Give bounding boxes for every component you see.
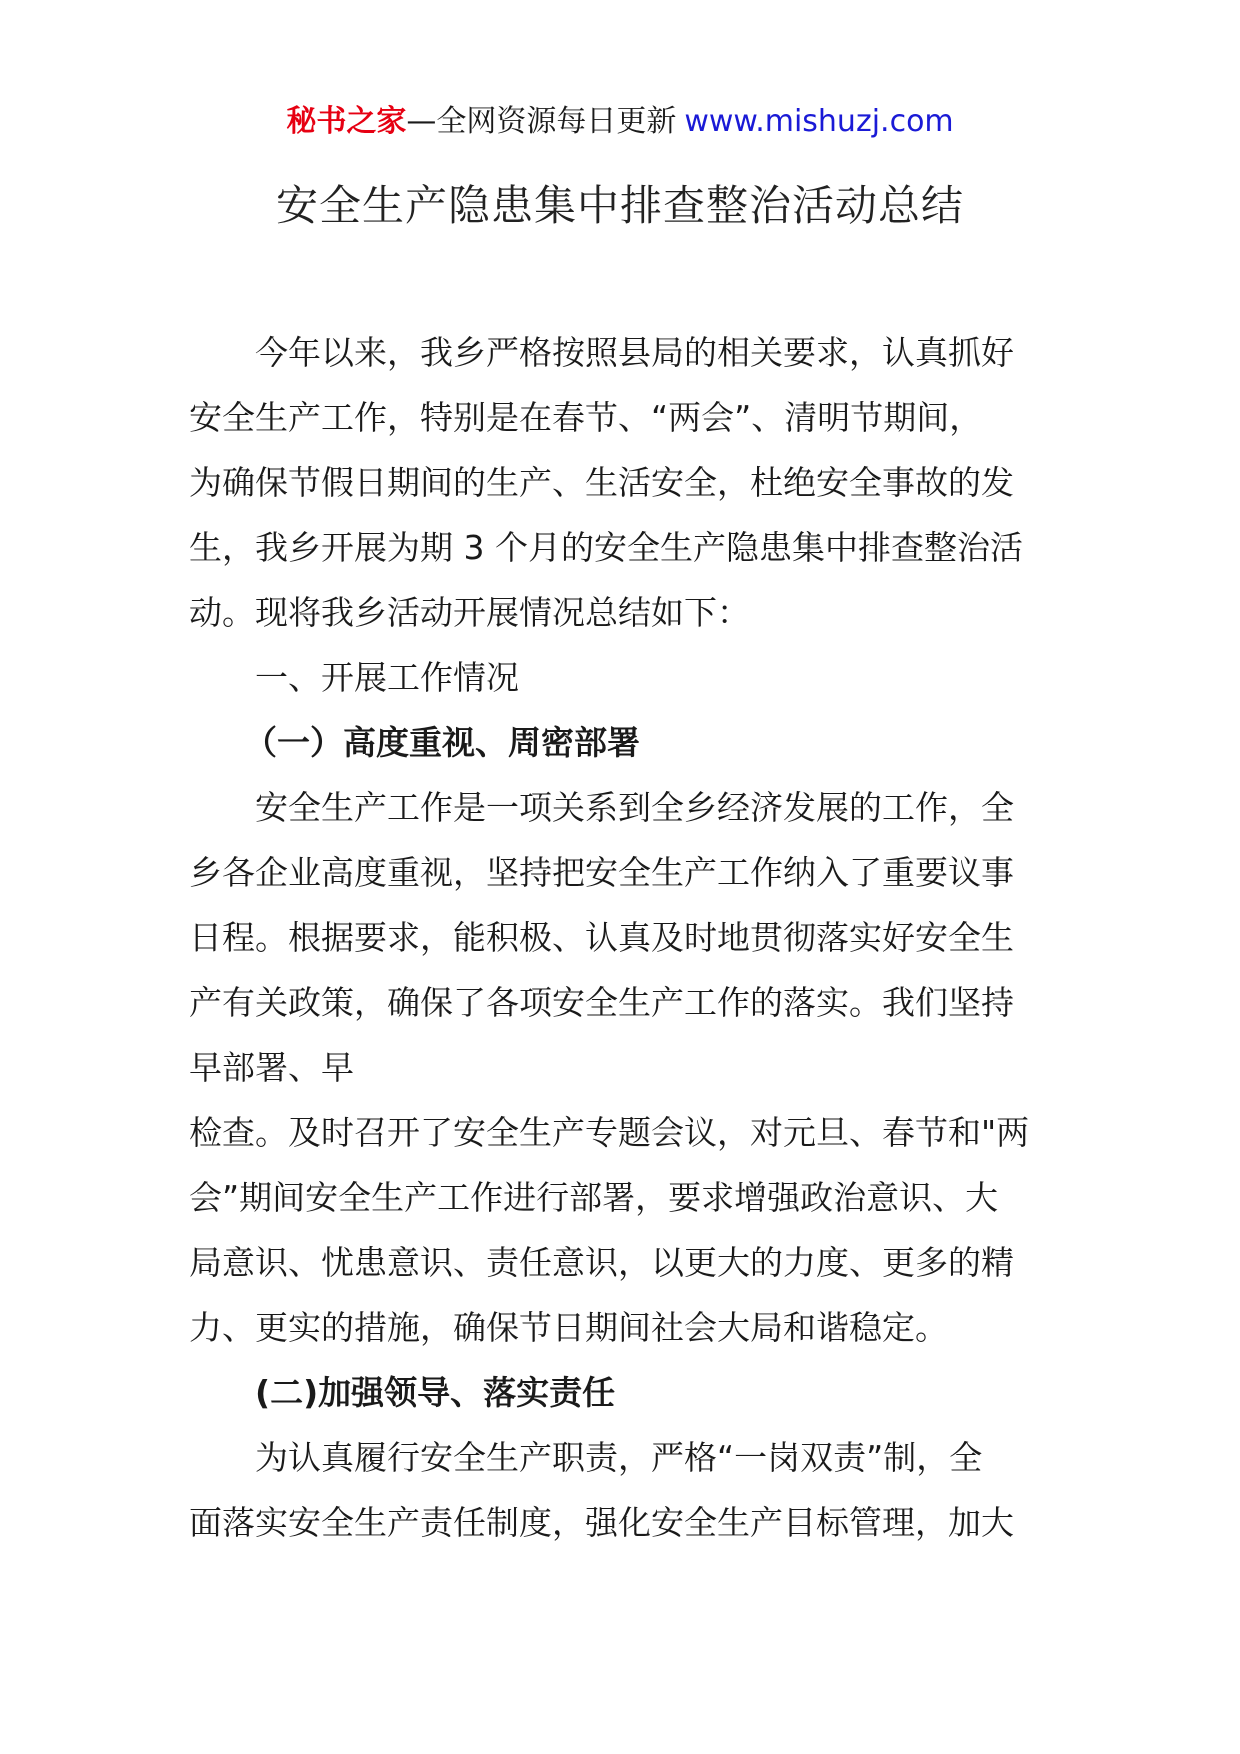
intro-paragraph — [189, 320, 1053, 645]
intro-line: 今年以来，我乡严格按照县局的相关要求，认真抓好 — [255, 333, 1014, 372]
document-body — [189, 320, 1053, 1555]
subsection-2-paragraph — [189, 1425, 1053, 1555]
site-tagline: —全网资源每日更新 — [406, 104, 677, 139]
paragraph-line: 面落实安全生产责任制度，强化安全生产目标管理，加大 — [189, 1503, 1014, 1542]
intro-line: 安全生产工作，特别是在春节、“两会”、清明节期间， — [189, 398, 983, 437]
paragraph-line: 产有关政策，确保了各项安全生产工作的落实。我们坚持 — [189, 983, 1014, 1022]
section-heading-1: 一、开展工作情况 — [255, 658, 519, 697]
document-title: 安全生产隐患集中排查整治活动总结 — [275, 181, 964, 230]
paragraph-line: 早部署、早 — [189, 1048, 354, 1087]
site-brand: 秘书之家 — [286, 104, 407, 139]
intro-line: 生，我乡开展为期 3 个月的安全生产隐患集中排查整治活 — [189, 528, 1023, 567]
site-url-link[interactable]: www.mishuzj.com — [684, 104, 954, 139]
paragraph-line: 日程。根据要求，能积极、认真及时地贯彻落实好安全生 — [189, 918, 1014, 957]
site-header — [0, 100, 1240, 144]
intro-line: 动。现将我乡活动开展情况总结如下： — [189, 593, 750, 632]
subsection-1-paragraph — [189, 775, 1053, 1360]
paragraph-line: 安全生产工作是一项关系到全乡经济发展的工作，全 — [255, 788, 1014, 827]
paragraph-line: 乡各企业高度重视，坚持把安全生产工作纳入了重要议事 — [189, 853, 1014, 892]
intro-line: 为确保节假日期间的生产、生活安全，杜绝安全事故的发 — [189, 463, 1014, 502]
subsection-heading-2: (二)加强领导、落实责任 — [255, 1373, 616, 1412]
subsection-heading-1: （一）高度重视、周密部署 — [244, 723, 640, 762]
paragraph-line: 力、更实的措施，确保节日期间社会大局和谐稳定。 — [189, 1308, 948, 1347]
paragraph-line: 检查。及时召开了安全生产专题会议，对元旦、春节和"两 — [189, 1113, 1030, 1152]
paragraph-line: 局意识、忧患意识、责任意识，以更大的力度、更多的精 — [189, 1243, 1014, 1282]
paragraph-line: 为认真履行安全生产职责，严格“一岗双责”制，全 — [255, 1438, 983, 1477]
paragraph-line: 会”期间安全生产工作进行部署，要求增强政治意识、大 — [189, 1178, 999, 1217]
